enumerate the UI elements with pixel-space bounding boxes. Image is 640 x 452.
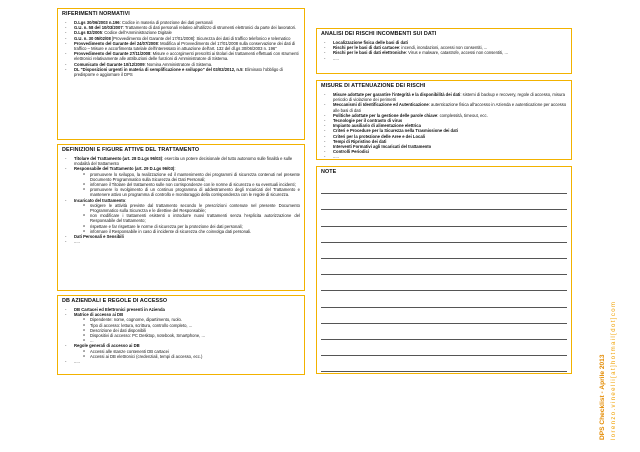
- note-line: [321, 227, 567, 243]
- list-item: [321, 102, 567, 112]
- note-line: [321, 243, 567, 259]
- titolare-item: [62, 156, 300, 166]
- note-lines: [321, 178, 567, 372]
- regole-item: [62, 343, 300, 359]
- sub-item: o Accessi ai DB elettronici (credenziali, tempi di accesso, ecc.): [74, 354, 300, 359]
- item-text: : complessità, timeout, ecc.: [437, 112, 488, 118]
- item-text: : Nomina Amministratore di Sistema.: [144, 61, 213, 67]
- item-label: Impianto ausiliario di alimentazione elettrica: [333, 123, 421, 129]
- sub-item: o svolgere le attività previste dal trattamento secondo le prescrizioni contenute nel presente Documento Programmatico sulla Sicurezza e le direttive del Responsabile;: [74, 203, 300, 213]
- sub-item: o informare il Responsabile in caso di incidente di sicurezza che coinvolga dati personali.: [74, 229, 300, 234]
- sub-item: o Dispositivi di accesso: PC Desktop, notebook, Smartphone, ...: [74, 333, 300, 338]
- sub-item: o Tipo di accesso: lettura, scrittura, controllo completo, ...: [74, 323, 300, 328]
- item-label: Provvedimento del Garante del 24/07/2008: [74, 40, 158, 46]
- list-item: [62, 41, 300, 51]
- note-line: [321, 210, 567, 226]
- sub-item: o ...: [74, 338, 300, 343]
- item-text: .....: [333, 55, 339, 61]
- item-label: Localizzazione fisica delle basi di dati: [333, 40, 408, 45]
- riferimenti-list: [62, 20, 300, 77]
- sub-item: o Accessi alle stanze contenenti DB cartacei: [74, 349, 300, 354]
- responsabile-sublist: [74, 172, 300, 198]
- item-label: Interventi Formativi agli Incaricati del trattamento: [333, 144, 432, 150]
- item-text: : Codice dell'Amministrazione Digitale: [101, 30, 172, 36]
- item-label: Comunicato del Garante 10/12/2009: [74, 61, 145, 67]
- cartacei-label: DB Cartacei ed Elettronici presenti in Azienda: [74, 307, 165, 312]
- note-panel: [316, 166, 572, 374]
- misure-panel: [316, 80, 572, 160]
- item-label: Misure adottate per garantire l'integrità e la disponibilità dei dati: [333, 92, 461, 97]
- incaricato-sublist: [74, 203, 300, 234]
- note-line: [321, 194, 567, 210]
- matrice-sublist: [74, 317, 300, 343]
- definizioni-more: - .....: [62, 239, 300, 244]
- item-label: G.U. n. 30 05/02/08: [74, 35, 111, 41]
- item-text: : Eliminato l'obbligo di predisporre e aggiornare il DPS: [74, 66, 283, 78]
- riferimenti-title: RIFERIMENTI NORMATIVI: [62, 11, 130, 17]
- aziendali-panel: [57, 295, 305, 375]
- item-label: Provvedimento del Garante 27/11/2008: [74, 51, 151, 57]
- definizioni-panel: [57, 144, 305, 291]
- note-line: [321, 259, 567, 275]
- responsabile-label: Responsabile del Trattamento (art. 29 D.Lgs 96/03): [74, 166, 175, 172]
- sub-item: o Dipendente: nome, cognome, dipartimento, ruolo.: [74, 317, 300, 322]
- list-item: [321, 154, 567, 159]
- list-item: [321, 92, 567, 102]
- item-label: Rischi per le basi di dati elettroniche: [333, 50, 406, 56]
- list-item: [62, 67, 300, 77]
- matrice-item: [62, 312, 300, 343]
- note-title: NOTE: [321, 169, 337, 175]
- analisi-title: ANALISI DEI RISCHI INCOMBENTI SUI DATI: [321, 31, 437, 37]
- regole-label: Regole generali di accesso ai DB: [74, 343, 140, 349]
- dati-label: Dati Personali e Sensibili: [74, 234, 124, 240]
- sub-item: o informare il Titolare del trattamento sulle non corrispondenze con le norme di sicurezza e su eventuali incidenti;: [74, 182, 300, 187]
- list-item: [321, 56, 567, 61]
- note-line: [321, 356, 567, 372]
- item-text: : Trattamento di dati personali relativo all'utilizzo di strumenti elettronici da parte dei lavoratori.: [122, 25, 297, 31]
- item-text: : Codice in materia di protezione dei dati personali: [119, 20, 213, 25]
- note-line: [321, 340, 567, 356]
- aziendali-list: [62, 307, 300, 364]
- riferimenti-panel: [57, 8, 305, 140]
- definizioni-list: [62, 156, 300, 244]
- item-text: : incendi, inondazioni, accessi non consentiti, ...: [399, 45, 488, 51]
- analisi-panel: [316, 28, 572, 74]
- sub-item: o non modificare i trattamenti esistenti o introdurre nuovi trattamenti senza l'esplicita autorizzazione del Responsabile del trattamento;: [74, 213, 300, 223]
- misure-title: MISURE DI ATTENUAZIONE DEI RISCHI: [321, 83, 426, 89]
- item-text: .....: [333, 154, 339, 160]
- sub-item: o promuovere lo svolgimento di un continuo programma di addestramento degli Incaricati del Trattamento e mantenere attivo un programma di controllo e monitoraggio della corrispondenza con le regole di sicurezza.: [74, 187, 300, 197]
- side-title: DPS Checklist - Aprile 2013: [599, 354, 606, 440]
- item-label: Rischi per le basi di dati cartacee: [333, 45, 400, 51]
- item-label: Tecnologie per il contrasto di virus: [333, 118, 403, 124]
- item-label: G.U. n. 58 del 10/03/2007: [74, 25, 123, 31]
- aziendali-title: DB AZIENDALI E REGOLE DI ACCESSO: [62, 298, 168, 304]
- definizioni-title: DEFINIZIONI E FIGURE ATTIVE DEL TRATTAMENTO: [62, 147, 200, 153]
- sub-item: o promuovere lo sviluppo, la realizzazione ed il mantenimento dei programmi di sicurezza contenuti nel presente Documento Programmatico sulla Sicurezza dei Dati Personali;: [74, 172, 300, 182]
- item-text: : Misure e accorgimenti prescritti ai titolari dei trattamenti effettuati con strumenti elettronici relativamente alle attribuzioni delle funzioni di Amministratore di Sistema.: [74, 51, 299, 62]
- titolare-label: Titolare del Trattamento (art. 28 D.Lgs 96/03): [74, 156, 163, 161]
- side-email: lorenzo.vineelli[at]hotmail[dot]com: [611, 300, 617, 440]
- note-line: [321, 324, 567, 340]
- titolare-text: : esercita un potere decisionale del tutto autonomo sulle finalità e sulle modalità del trattamento: [74, 156, 293, 167]
- note-line: [321, 291, 567, 307]
- incaricato-label: Incaricato del trattamento: [74, 197, 126, 203]
- item-text: : Virus e malware, catastrofe, accessi non consentiti, ...: [405, 50, 508, 56]
- side-caption: [598, 215, 628, 440]
- item-label: DL "Disposizioni urgenti in materia di semplificazione e sviluppo" del 03/02/2012, n.5: [74, 66, 243, 72]
- responsabile-text: :: [174, 166, 176, 172]
- misure-list: [321, 92, 567, 160]
- incaricato-text: :: [125, 197, 127, 203]
- incaricato-item: [62, 198, 300, 234]
- sub-item: o Descrizione dei dati disponibili: [74, 328, 300, 333]
- matrice-label: Matrice di accesso ai DB: [74, 312, 124, 318]
- item-label: Criteri e Procedure per la Sicurezza nella Trasmissione dei dati: [333, 128, 458, 134]
- item-text: : Modifica al Provvedimento del 17/01/2008 sulla conservazione dei dati di traffico – Misure e accorfimenta tutelale dell'interessato in attuazione dell'art. 132 del dl.gs 30/06/2003 n. 196": [74, 40, 296, 52]
- item-text: : autenticazione fisica all'accesso in Azienda e autenticazione per accesso alle basi di dati: [333, 102, 567, 113]
- item-label: Politiche adottate per la gestione delle parole chiave: [333, 112, 438, 118]
- item-label: Criteri per la protezione delle Aree e dei Locali: [333, 133, 425, 139]
- note-line: [321, 308, 567, 324]
- sub-item: o rispettare e far rispettare le norme di sicurezza per la protezione dei dati personali;: [74, 224, 300, 229]
- item-label: Tempi di Ripristino dei dati: [333, 138, 387, 144]
- item-text: : sistemi di backup e recovery, regole di accesso, misura pericolo di violazione dei perimetri: [333, 92, 565, 103]
- regole-sublist: [74, 349, 300, 359]
- responsabile-item: [62, 166, 300, 197]
- note-line: [321, 275, 567, 291]
- item-label: D.Lgs 82/2005: [74, 30, 102, 36]
- item-label: Meccanismi di Identificazione ed Autenticazione: [333, 102, 429, 108]
- note-line: [321, 178, 567, 194]
- item-label: D.Lgs 30/06/2003 n.196: [74, 20, 120, 25]
- item-label: Controlli Periodici: [333, 149, 370, 155]
- item-text: [Provvedimento del Garante del 17/01/2008]: Sicurezza dei dati di traffico telefonico e telematico: [110, 35, 291, 41]
- list-item: [62, 51, 300, 61]
- analisi-list: [321, 40, 567, 61]
- aziendali-more: - .....: [62, 359, 300, 364]
